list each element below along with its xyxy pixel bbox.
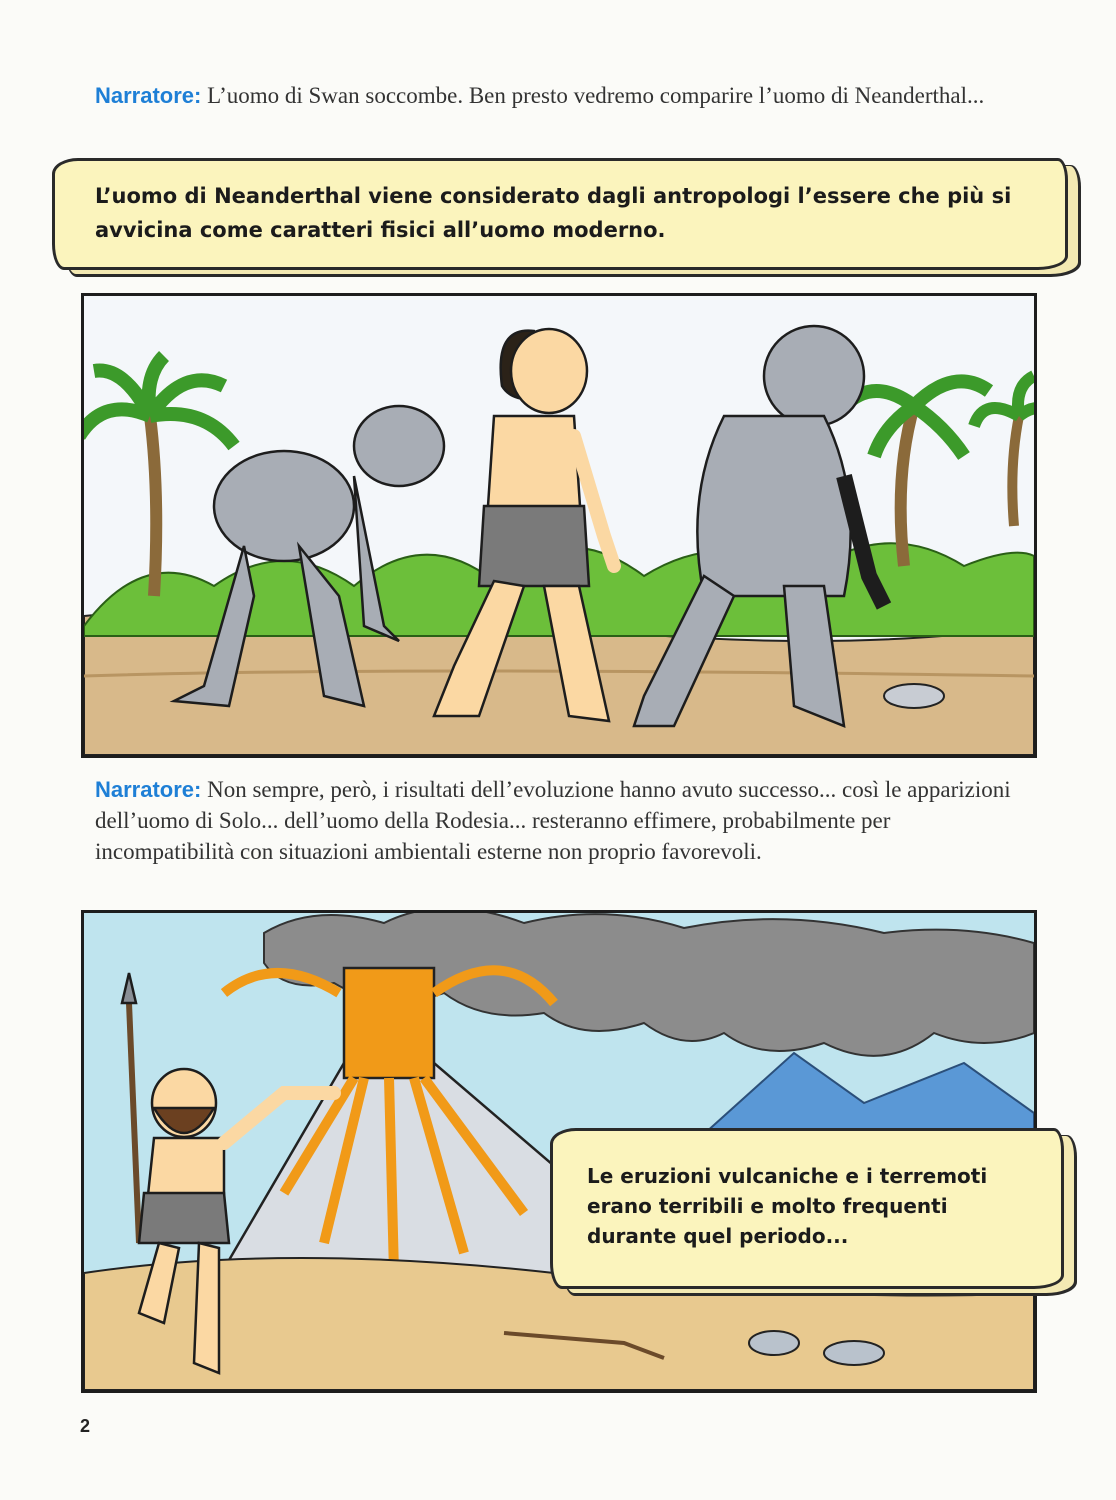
narration-2-text: Non sempre, però, i risultati dell’evoluzione hanno avuto successo... così le apparizioni dell’uomo di Solo... dell’uomo della Rodesia... resteranno effimere, probabilmente per incompatibilità con situazioni ambientali esterne non proprio favorevoli.: [95, 777, 1011, 864]
caption-2-text: Le eruzioni vulcaniche e i terremoti erano terribili e molto frequenti durante quel periodo...: [587, 1164, 988, 1248]
narration-2: [95, 774, 1025, 867]
palm-tree-left: [84, 356, 234, 596]
panel-evolution: [81, 293, 1037, 758]
caption-box-2: [550, 1128, 1064, 1289]
narration-1-speaker: Narratore:: [95, 83, 202, 108]
narration-1-text: L’uomo di Swan soccombe. Ben presto vedremo comparire l’uomo di Neanderthal...: [207, 83, 985, 108]
evolution-illustration: [84, 296, 1034, 755]
palm-tree-right: [844, 376, 1034, 566]
caption-box-1: [52, 158, 1068, 270]
caption-1-text: L’uomo di Neanderthal viene considerato dagli antropologi l’essere che più si avvicina come caratteri fisici all’uomo moderno.: [95, 184, 1012, 242]
narration-1: [95, 80, 1025, 111]
lava-column: [344, 968, 434, 1078]
page-number: 2: [80, 1416, 91, 1436]
narration-2-speaker: Narratore:: [95, 777, 202, 802]
